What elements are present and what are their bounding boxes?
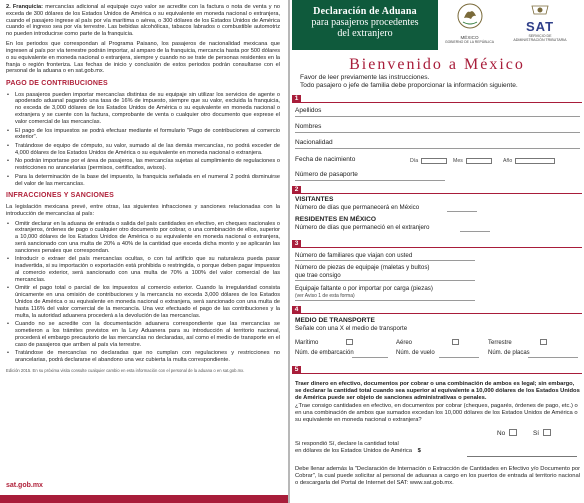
mes-input[interactable]: [466, 158, 492, 165]
infracciones-list: [6, 221, 280, 364]
welcome-heading: Bienvenido a México: [349, 56, 525, 73]
cash-answer: [497, 429, 551, 438]
pago-heading: PAGO DE CONTRIBUCIONES: [6, 80, 108, 88]
familiares-input[interactable]: [295, 260, 475, 261]
mes-label: Mes: [453, 157, 463, 164]
residentes-days-input[interactable]: [460, 231, 490, 232]
si-checkbox[interactable]: [543, 429, 551, 436]
left-column: [0, 0, 290, 503]
fecha-nacimiento-label: Fecha de nacimiento: [295, 156, 356, 164]
placas-input[interactable]: [528, 357, 578, 358]
right-column: [292, 0, 584, 503]
franquicia-paragraph: [6, 4, 280, 38]
section-5-bar: [292, 366, 582, 374]
section-3-number: 3: [292, 240, 301, 248]
pago-bullet: • El pago de los impuestos se podrá efectuar mediante el formulario "Pago de contribuciones al comercio exterior".: [6, 128, 280, 142]
anio-input[interactable]: [515, 158, 555, 165]
infracciones-bullet: • Omitir declarar en la aduana de entrada o salida del país cantidades en efectivo, en cheques nacionales o extranjeros, órdenes de pago o cualquier otro documento por cobrar, o una combinación de ellos, superior a 10,000 dólares de los Estados Unidos de América o su equivalente en moneda nacional o extranjera, será sancionado con una multa de 20% a 40% de la cantidad que exceda dicha monto y se aplicarán las sanciones penales que correspondan.: [6, 221, 280, 255]
section-2-number: 2: [292, 186, 301, 194]
placas-label: Núm. de placas: [488, 350, 530, 356]
intro: [300, 74, 580, 90]
sat-sub-2: ADMINISTRACIÓN TRIBUTARIA: [513, 37, 567, 42]
faltante-input[interactable]: [295, 300, 475, 301]
embarcacion-label: Núm. de embarcación: [295, 350, 354, 356]
section-2-bar: [292, 186, 582, 194]
visitantes-heading: VISITANTES: [295, 196, 334, 203]
nacionalidad-field[interactable]: [295, 138, 580, 149]
si-label: Sí: [532, 430, 539, 437]
section-4-number: 4: [292, 306, 301, 314]
dia-input[interactable]: [421, 158, 447, 165]
terrestre-option[interactable]: [488, 339, 547, 347]
infracciones-bullet: • Introducir o extraer del país mercancías ocultas, o con tal artificio que su naturaleza pueda pasar inadvertida, si su importación o exportación está prohibida o restringida, o porque deben pagar impuestos al comercio exterior, será sancionado con una multa de 70% a 100% del valor comercial de las mercancías.: [6, 256, 280, 283]
title-line-1: Declaración de Aduana: [313, 6, 417, 17]
sat-wordmark: SAT: [525, 18, 555, 34]
nombres-field[interactable]: [295, 122, 580, 133]
mexico-subcaption: GOBIERNO DE LA REPÚBLICA: [445, 40, 494, 45]
pago-bullet: • Para la determinación de la base del impuesto, la franquicia señalada en el numeral 2 podrá disminuirse del valor de las mercancías.: [6, 174, 280, 188]
dollar-question-2: [295, 448, 580, 455]
infracciones-bullet: • Omitir el pago total o parcial de los impuestos al comercio exterior. Cuando la irregularidad consista únicamente en una omisión de contribuciones y la mercancía no exceda 3,000 dólares de los Estados Unidos de América o su equivalente en moneda nacional o extranjera, será sancionado con una multa de hasta 116% del valor comercial de la mercancía. Una vez efectuado el pago de las contribuciones y la multa, la autoridad aduanera procederá a la devolución de las mercancías.: [6, 285, 280, 319]
title-line-2: para pasajeros procedentes: [311, 17, 419, 29]
apellidos-field[interactable]: [295, 106, 580, 117]
aereo-checkbox[interactable]: [452, 339, 459, 345]
section-1-bar: [292, 95, 582, 103]
faltante-question-1: Equipaje faltante o por importar por carga (piezas): [295, 285, 433, 292]
fecha-nacimiento-field: [295, 154, 580, 165]
pago-list: [6, 92, 280, 188]
embarcacion-input[interactable]: [352, 357, 388, 358]
maritimo-label: Marítimo: [295, 340, 319, 346]
dia-label: Día: [410, 157, 419, 164]
maritimo-option[interactable]: [295, 339, 353, 347]
eagle-seal-icon: [455, 2, 485, 30]
infracciones-bullet: • Cuando no se acredite con la documentación aduanera correspondiente que las mercancías se sometieron a los trámites previstos en la Ley Aduanera para su introducción al territorio nacional, procederá el embargo precautorio de las mercancías no declaradas, así como el medio de transporte en el caso de pasajeros que arriben al país vía terrestre.: [6, 321, 280, 348]
sat-logo: [502, 4, 578, 48]
closing-instructions: Debe llenar además la "Declaración de Internación o Extracción de Cantidades en Efectivo y/o Documento por Cobrar", la cual puede solicitar al personal de aduanas a cargo en los puertos de entrada al territorio nacional o descargarla del Portal de Internet del SAT: www.sat.gob.mx.: [295, 466, 580, 487]
dollar-question-2-text: en dólares de los Estados Unidos de América: [295, 448, 412, 455]
infracciones-bullet: • Tratándose de mercancías no declaradas que no cumplan con regulaciones y restricciones no arancelarias, podrá declararse el abandono una vez cubierta la multa correspondiente.: [6, 350, 280, 364]
anio-label: Año: [503, 157, 513, 164]
sat-shield-icon: [530, 4, 550, 16]
pago-bullet: • Los pasajeros pueden importar mercancías distintas de su equipaje sin utilizar los servicios de agente o apoderado aduanal pagando una tasa de 16% de impuesto, siempre que su valor, excluida la franquicia, no exceda de 3,000 dólares de los Estados Unidos de América o su equivalente en moneda nacional o extranjera y se cuente con la factura, comprobante de venta o cualquier otro documento que exprese el valor comercial de las mercancías.: [6, 92, 280, 126]
piezas-question-1: Número de piezas de equipaje (maletas y bultos): [295, 264, 430, 271]
section-5-question: ¿Trae consigo cantidades en efectivo, en documentos por cobrar (cheques, pagarés, órdenes de pago, etc.) o en una combinación de ambos que sumados excedan los 10,000 dólares de los Estados Unidos de América o su equivalente en moneda nacional o extranjera?: [295, 402, 578, 423]
form-title-box: [292, 0, 438, 50]
aereo-option[interactable]: [396, 339, 459, 347]
sat-sub-1: SERVICIO DE: [528, 33, 552, 38]
familiares-question: Número de familiares que viajan con usted: [295, 252, 413, 259]
no-checkbox[interactable]: [509, 429, 517, 436]
no-label: No: [497, 430, 506, 437]
footer-bar: [0, 495, 288, 503]
title-line-3: del extranjero: [337, 27, 393, 39]
dollar-sign: $: [417, 448, 421, 455]
mexico-logo: [442, 2, 497, 48]
nacionalidad-label: Nacionalidad: [295, 139, 333, 147]
edition-footnote: Edición 2015. En su próxima visita consulte cualquier cambio en esta información con el personal de la aduana o en sat.gob.mx.: [6, 368, 245, 373]
paisano-paragraph: En los periodos que correspondan al Programa Paisano, los pasajeros de nacionalidad mexicana que ingresen al país por vía terrestre podrán importar, al amparo de la franquicia, mercancía hasta por 500 dólares o su equivalente en moneda nacional o extranjera, siempre y cuando no se trate de personas residentes en la franja o región fronteriza. Las fechas de inicio y conclusión de estos periodos podrán consultarse con el personal de la aduana o en sat.gob.mx.: [6, 41, 280, 75]
franquicia-title: Franquicia:: [12, 4, 44, 10]
apellidos-label: Apellidos: [295, 107, 322, 115]
piezas-input[interactable]: [295, 280, 475, 281]
site-link[interactable]: sat.gob.mx: [6, 482, 43, 490]
pago-bullet: • No podrán importarse por el área de pasajeros, las mercancías sujetas al cumplimiento de regulaciones o restricciones no arancelarias (permisos, certificados, avisos).: [6, 158, 280, 172]
section-5-warning: Traer dinero en efectivo, documentos por cobrar o una combinación de ambos es legal; sin embargo, se declarar la cantidad total cuando sea superior al equivalente a 10,000 dólares de los Estados Unidos de América puede ser objeto de sanciones administrativas o penales.: [295, 381, 580, 401]
terrestre-label: Terrestre: [488, 340, 512, 346]
section-5-text: [295, 381, 582, 424]
dollar-question-1: Si respondió Sí, declare la cantidad total: [295, 441, 399, 447]
vuelo-label: Núm. de vuelo: [396, 350, 435, 356]
pasaporte-field[interactable]: [295, 170, 445, 181]
residentes-heading: RESIDENTES EN MÉXICO: [295, 216, 376, 223]
franquicia-text: mercancías adicional al equipaje cuyo valor se acredite con la factura o nota de venta y no exceda de 300 dólares de los Estados Unidos de América o su equivalente en moneda nacional o extranjera, cuando el pasajero ingrese al país por vía marítima o aérea, o 300 dólares de los Estados Unidos de América cuando el ingreso sea por vía terrestre. Las bebidas alcohólicas, tabacos labrados o combustible automotriz no pueden introducirse como parte de la franquicia.: [6, 4, 280, 38]
visitantes-days-input[interactable]: [447, 211, 477, 212]
pasaporte-label: Número de pasaporte: [295, 171, 358, 179]
dollar-amount-row: [295, 441, 580, 455]
franquicia-number: 2.: [6, 4, 11, 10]
medio-heading: MEDIO DE TRANSPORTE: [295, 317, 375, 324]
terrestre-checkbox[interactable]: [540, 339, 547, 345]
infracciones-heading: INFRACCIONES Y SANCIONES: [6, 192, 115, 200]
intro-line-2: Todo pasajero o jefe de familia debe proporcionar la información siguiente.: [300, 82, 518, 90]
residentes-question: Número de días que permaneció en el extranjero: [295, 224, 430, 231]
aereo-label: Aéreo: [396, 340, 413, 346]
infracciones-intro: La legislación mexicana prevé, entre otras, las siguientes infracciones y sanciones relacionadas con la introducción de mercancías al país:: [6, 203, 280, 217]
section-4-bar: [292, 306, 582, 314]
dollar-amount-input[interactable]: [467, 456, 577, 457]
nombres-label: Nombres: [295, 123, 322, 131]
intro-line-1: Favor de leer previamente las instrucciones.: [300, 74, 430, 81]
vuelo-input[interactable]: [439, 357, 479, 358]
visitantes-question: Número de días que permanecerá en México: [295, 204, 420, 211]
maritimo-checkbox[interactable]: [346, 339, 353, 345]
medio-subheading: Señale con una X el medio de transporte: [295, 325, 408, 332]
section-3-bar: [292, 240, 582, 248]
faltante-question-2: (ver Aviso 1 de esta forma): [295, 293, 355, 299]
section-5-number: 5: [292, 366, 301, 374]
piezas-question-2: que trae consigo: [295, 272, 341, 279]
pago-bullet: • Tratándose de equipo de cómputo, su valor, sumado al de las demás mercancías, no podrá exceder de 4,000 dólares de los Estados Unidos de América o su equivalente en moneda nacional o extranjera.: [6, 143, 280, 157]
mexico-caption: MÉXICO: [460, 34, 479, 40]
section-1-number: 1: [292, 95, 301, 103]
